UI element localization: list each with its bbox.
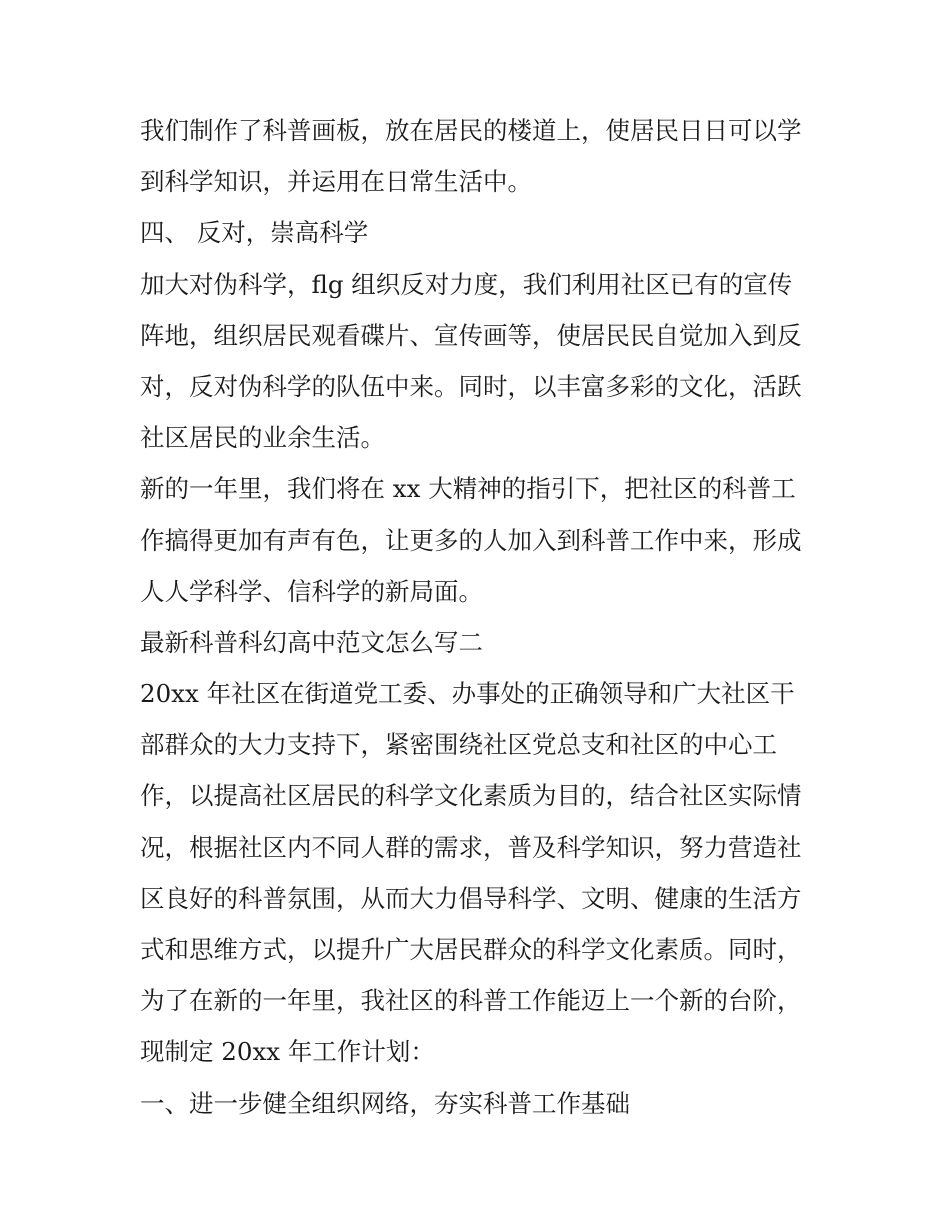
text-line: 作搞得更加有声有色，让更多的人加入到科普工作中来，形成 xyxy=(140,525,802,555)
section-heading: 四、 反对，崇高科学 xyxy=(140,218,369,248)
text-line: 区良好的科普氛围，从而大力倡导科学、文明、健康的生活方 xyxy=(140,883,802,913)
text-line: 人人学科学、信科学的新局面。 xyxy=(140,576,483,606)
text-line: 我们制作了科普画板，放在居民的楼道上，使居民日日可以学 xyxy=(140,116,802,145)
text-line: 新的一年里，我们将在 xx 大精神的指引下，把社区的科普工 xyxy=(140,474,796,504)
text-line: 对，反对伪科学的队伍中来。同时，以丰富多彩的文化，活跃 xyxy=(140,371,802,401)
text-line: 加大对伪科学，flg 组织反对力度，我们利用社区已有的宣传 xyxy=(140,269,793,299)
text-line: 况，根据社区内不同人群的需求，普及科学知识，努力营造社 xyxy=(140,832,802,862)
text-line: 到科学知识，并运用在日常生活中。 xyxy=(140,167,532,197)
text-line: 现制定 20xx 年工作计划： xyxy=(140,1037,435,1067)
text-line: 式和思维方式，以提升广大居民群众的科学文化素质。同时， xyxy=(140,935,802,964)
section-title: 最新科普科幻高中范文怎么写二 xyxy=(140,627,483,657)
document-body xyxy=(140,105,820,1129)
text-line: 作，以提高社区居民的科学文化素质为目的，结合社区实际情 xyxy=(140,781,802,811)
text-line: 为了在新的一年里，我社区的科普工作能迈上一个新的台阶， xyxy=(140,986,802,1016)
section-heading: 一、进一步健全组织网络，夯实科普工作基础 xyxy=(140,1088,630,1118)
text-line: 社区居民的业余生活。 xyxy=(140,423,385,453)
text-line: 20xx 年社区在街道党工委、办事处的正确领导和广大社区干 xyxy=(140,679,795,709)
text-line: 阵地，组织居民观看碟片、宣传画等，使居民民自觉加入到反 xyxy=(140,320,802,350)
text-line: 部群众的大力支持下，紧密围绕社区党总支和社区的中心工 xyxy=(140,730,777,760)
